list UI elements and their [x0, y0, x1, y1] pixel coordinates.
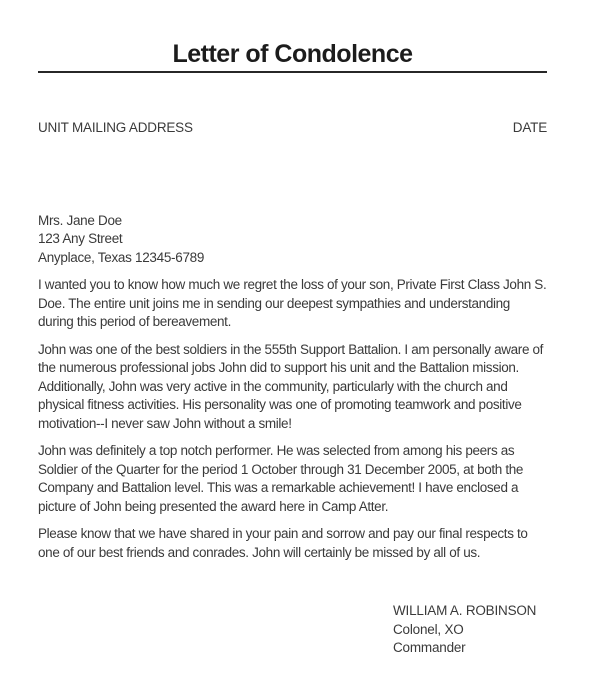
- letter-body: [38, 276, 547, 562]
- date-label: DATE: [512, 120, 547, 135]
- body-paragraph-3: John was definitely a top notch performer. He was selected from among his peers as Soldier of the Quarter for the period 1 October through 31 December 2005, at both the Company and Battalion level. This was a remarkable achievement! I have enclosed a picture of John being presented the award here in Camp Atter.: [38, 443, 524, 514]
- recipient-address-block: [38, 212, 547, 268]
- letter-header: [38, 39, 547, 73]
- letter-title: Letter of Condolence: [172, 40, 413, 68]
- recipient-city-line: Anyplace, Texas 12345-6789: [38, 249, 205, 265]
- signature-rank: Colonel, XO: [393, 621, 464, 637]
- recipient-street-line: 123 Any Street: [38, 231, 123, 246]
- body-paragraph-2: John was one of the best soldiers in the 555th Support Battalion. I am personally aware of the numerous professional jobs John did to support his unit and the Battalion mission. Additionally, John was very active in the community, particularly with the church and physical fitness activities. His personality was one of promoting teamwork and positive motivation--I never saw John without a smile!: [38, 341, 544, 431]
- unit-mailing-address-label: UNIT MAILING ADDRESS: [38, 120, 193, 135]
- recipient-name-line: Mrs. Jane Doe: [38, 212, 122, 228]
- meta-row: [38, 119, 547, 138]
- body-paragraph-1: I wanted you to know how much we regret the loss of your son, Private First Class John S. Doe. The entire unit joins me in sending our deepest sympathies and understanding during this period of bereavement.: [38, 277, 547, 329]
- body-paragraph-4: Please know that we have shared in your pain and sorrow and pay our final respects to one of our best friends and conrades. John will certainly be missed by all of us.: [38, 526, 528, 560]
- signature-block: [393, 602, 547, 658]
- signature-name: WILLIAM A. ROBINSON: [393, 603, 537, 618]
- signature-position: Commander: [393, 640, 466, 655]
